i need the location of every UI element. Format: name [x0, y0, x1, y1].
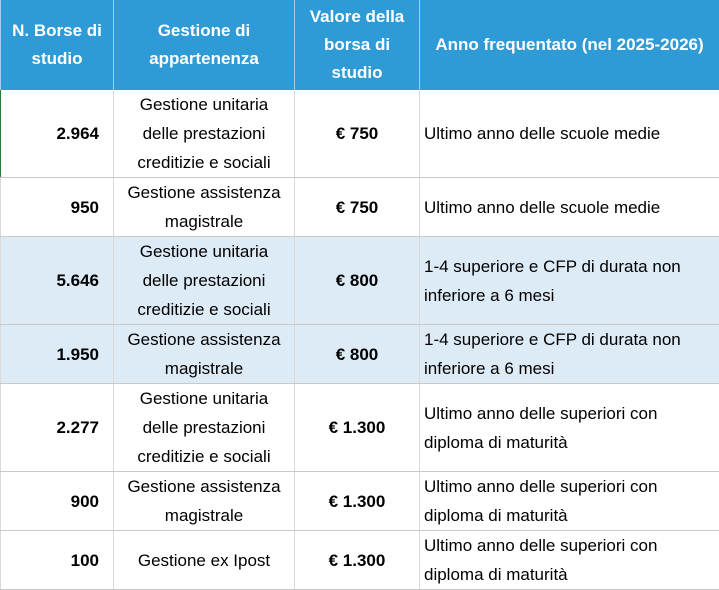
table-row — [1, 384, 719, 472]
header-valore: Valore della borsa di studio — [295, 0, 420, 90]
cell-anno: Ultimo anno delle superiori con diploma di maturità — [420, 472, 719, 531]
table-row — [1, 325, 719, 384]
table-row — [1, 237, 719, 325]
cell-n-borse: 1.950 — [1, 325, 114, 384]
cell-valore: € 750 — [295, 90, 420, 178]
cell-gestione: Gestione assistenza magistrale — [114, 178, 295, 237]
cell-anno: Ultimo anno delle superiori con diploma di maturità — [420, 531, 719, 590]
cell-valore: € 1.300 — [295, 531, 420, 590]
cell-anno: Ultimo anno delle superiori con diploma di maturità — [420, 384, 719, 472]
cell-gestione: Gestione assistenza magistrale — [114, 472, 295, 531]
cell-valore: € 1.300 — [295, 472, 420, 531]
table-row — [1, 472, 719, 531]
cell-n-borse: 5.646 — [1, 237, 114, 325]
cell-n-borse: 100 — [1, 531, 114, 590]
table-row — [1, 90, 719, 178]
cell-gestione: Gestione assistenza magistrale — [114, 325, 295, 384]
header-anno: Anno frequentato (nel 2025-2026) — [420, 0, 719, 90]
cell-valore: € 1.300 — [295, 384, 420, 472]
cell-gestione: Gestione ex Ipost — [114, 531, 295, 590]
cell-gestione: Gestione unitaria delle prestazioni creditizie e sociali — [114, 90, 295, 178]
cell-anno: Ultimo anno delle scuole medie — [420, 178, 719, 237]
cell-n-borse: 2.964 — [1, 90, 114, 178]
header-row — [1, 0, 719, 90]
table-row — [1, 531, 719, 590]
cell-gestione: Gestione unitaria delle prestazioni creditizie e sociali — [114, 384, 295, 472]
cell-anno: 1-4 superiore e CFP di durata non inferiore a 6 mesi — [420, 237, 719, 325]
table-row — [1, 178, 719, 237]
header-gestione: Gestione di appartenenza — [114, 0, 295, 90]
cell-n-borse: 950 — [1, 178, 114, 237]
cell-n-borse: 900 — [1, 472, 114, 531]
cell-anno: 1-4 superiore e CFP di durata non inferiore a 6 mesi — [420, 325, 719, 384]
cell-valore: € 800 — [295, 237, 420, 325]
header-n-borse: N. Borse di studio — [1, 0, 114, 90]
cell-valore: € 800 — [295, 325, 420, 384]
cell-valore: € 750 — [295, 178, 420, 237]
cell-n-borse: 2.277 — [1, 384, 114, 472]
cell-anno: Ultimo anno delle scuole medie — [420, 90, 719, 178]
cell-gestione: Gestione unitaria delle prestazioni creditizie e sociali — [114, 237, 295, 325]
